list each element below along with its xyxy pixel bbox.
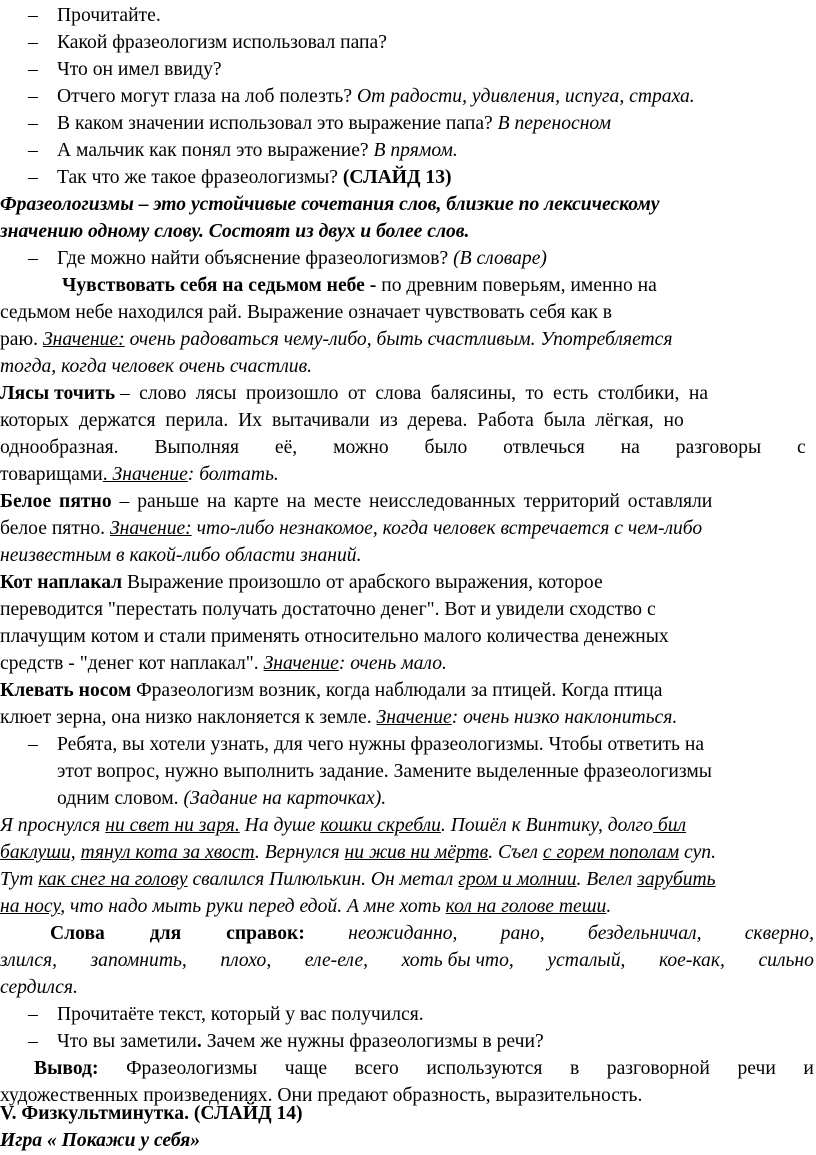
idiom-text: Выражение произошло от арабского выражения, которое [122,572,603,593]
reference-word: сердился. [0,977,78,998]
idiom-term: Лясы точить [0,383,116,404]
bullet-dash: – [28,248,38,269]
highlighted-idiom: гром и молнии [458,869,577,890]
highlighted-idiom: на носу [0,896,61,917]
idiom-line: однообразная. Выполняя её, можно было отвлечься на разговоры с [0,437,806,458]
story-text: Я проснулся [0,815,106,836]
highlighted-idiom: кошки скребли [320,815,441,836]
question-text: Так что же такое фразеологизмы? [57,167,343,188]
answer-text: От радости, удивления, испуга, страха. [356,86,695,107]
definition-line: Фразеологизмы – это устойчивые сочетания слов, близкие по лексическому [0,194,660,215]
reference-word: плохо, [220,950,272,971]
task-text: Ребята, вы хотели узнать, для чего нужны фразеологизмы. Чтобы ответить на [57,734,705,755]
idiom-term: Клевать носом [0,680,132,701]
slide-label: (СЛАЙД 13) [342,167,452,188]
story-text: . Вернулся [254,842,345,863]
bullet-dash: – [28,113,38,134]
idiom-line [0,490,712,516]
question-text: В каком значении использовал это выражение папа? [57,113,498,134]
conclusion-word: и [803,1058,814,1079]
question-text: Что он имел ввиду? [57,59,222,80]
highlighted-idiom: с горем пополам [542,842,680,863]
conclusion-word: всего [354,1058,399,1079]
meaning-text: : болтать. [187,464,279,485]
meaning-label: Значение [112,464,188,485]
idiom-line [0,706,677,732]
conclusion-word: используются [426,1058,543,1079]
idiom-text: раю. [0,329,43,350]
highlighted-idiom: баклуши, [0,842,76,863]
question-text: Где можно найти объяснение фразеологизмов? [57,248,454,269]
meaning-text: неизвестным в какой-либо области знаний. [0,545,362,566]
meaning-text: очень радоваться чему-либо, быть счастливым. Употребляется [124,329,673,350]
idiom-line [0,463,279,489]
reference-line [0,949,814,975]
conclusion-word: разговорной [606,1058,710,1079]
idiom-line [0,517,702,543]
bullet-dash: – [28,32,38,53]
reference-line [50,922,814,948]
highlighted-idiom: тянул кота за хвост [80,842,255,863]
idiom-text: клюет зерна, она низко наклоняется к земле. [0,707,377,728]
bullet-dash: – [28,5,38,26]
idiom-line: плачущим котом и стали применять относительно малого количества денежных [0,626,669,647]
story-text: Тут [0,869,39,890]
story-text: . Велел [576,869,638,890]
reference-word: хоть бы что, [401,950,514,971]
conclusion-label: Вывод: [34,1058,99,1079]
meaning-label: Значение [376,707,452,728]
task-note: (Задание на карточках). [183,788,387,809]
idiom-line [0,382,814,408]
idiom-text: по древним поверьям, именно на [376,275,657,296]
highlighted-idiom: как снег на голову [38,869,188,890]
idiom-text: товарищами [0,464,103,485]
bullet-dash: – [28,1031,38,1052]
idiom-text: – раньше на карте на месте неисследованных территорий оставляли [119,491,713,512]
conclusion-word: в [569,1058,580,1079]
bullet-dash: – [28,86,38,107]
highlighted-idiom: зарубить [637,869,716,890]
story-text: , что надо мыть руки перед едой. А мне хоть [60,896,446,917]
bullet-dash: – [28,1004,38,1025]
bullet-dash: – [28,167,38,188]
reference-word: кое-как, [658,950,725,971]
question-text: Что вы заметили [57,1031,197,1052]
idiom-text: Фразеологизм возник, когда наблюдали за птицей. Когда птица [131,680,663,701]
story-text: свалился Пилюлькин. Он метал [187,869,459,890]
question-text: . [196,1031,202,1052]
section-title: V. Физкультминутка. (СЛАЙД 14) [0,1103,303,1124]
bullet-dash: – [28,59,38,80]
bullet-dash: – [28,734,38,755]
reference-word: усталый, [547,950,626,971]
reference-word: еле-еле, [304,950,369,971]
idiom-line: которых держатся перила. Их вытачивали из дерева. Работа была лёгкая, но [0,410,684,431]
highlighted-idiom: ни жив ни мёртв [344,842,489,863]
question-text: Прочитайте. [57,5,161,26]
story-text: . Пошёл к Винтику, долго [440,815,653,836]
conclusion-word: чаще [284,1058,328,1079]
question-text: Отчего могут глаза на лоб полезть? [57,86,357,107]
idiom-text: средств - "денег кот наплакал". [0,653,264,674]
task-text: одним словом. [57,788,184,809]
story-line [0,841,716,867]
meaning-label: Значение: [42,329,125,350]
story-text: . [606,896,612,917]
idiom-line: седьмом небе находился рай. Выражение означает чувствовать себя как в [0,302,613,323]
idiom-line [62,274,657,300]
task-text: этот вопрос, нужно выполнить задание. Замените выделенные фразеологизмы [57,761,712,782]
question-text: А мальчик как понял это выражение? [57,140,374,161]
idiom-line [0,571,603,597]
story-line [0,814,686,840]
conclusion-word: Фразеологизмы [126,1058,258,1079]
question-text: Какой фразеологизм использовал папа? [57,32,387,53]
question-text: Зачем же нужны фразеологизмы в речи? [201,1031,544,1052]
story-text: суп. [679,842,716,863]
conclusion-word: речи [737,1058,776,1079]
idiom-text: белое пятно. [0,518,110,539]
game-title: Игра « Покажи у себя» [0,1130,201,1151]
idiom-text: – слово лясы произошло от слова балясины, то есть столбики, на [119,383,709,404]
task-text [57,787,386,813]
meaning-text: тогда, когда человек очень счастлив. [0,356,313,377]
answer-text: (В словаре) [453,248,547,269]
story-line [0,895,611,921]
bullet-dash: – [28,140,38,161]
idiom-line: переводится "перестать получать достаточно денег". Вот и увидели сходство с [0,599,656,620]
reference-word: неожиданно, [348,923,458,944]
reference-word: сильно [758,950,814,971]
story-text: На душе [239,815,321,836]
idiom-line [0,679,662,705]
meaning-label: Значение [263,653,339,674]
story-line [0,868,716,894]
meaning-label: Значение: [109,518,192,539]
answer-text: В переносном [497,113,611,134]
meaning-text: : очень мало. [338,653,447,674]
highlighted-idiom: ни свет ни заря. [105,815,240,836]
reference-word: злился, [0,950,57,971]
meaning-text: что-либо незнакомое, когда человек встречается с чем-либо [191,518,703,539]
highlighted-idiom: бил [652,815,687,836]
idiom-line [0,328,672,354]
reference-label: Слова для справок: [50,923,305,944]
answer-text: В прямом. [373,140,458,161]
reference-word: бездельничал, [587,923,702,944]
idiom-text: . [102,464,113,485]
idiom-term: Кот наплакал [0,572,123,593]
conclusion-line [34,1057,814,1083]
highlighted-idiom: кол на голове теши [445,896,607,917]
reference-word: рано, [500,923,545,944]
idiom-line [0,652,447,678]
conclusion-line: художественных произведениях. Они предают образность, выразительность. [0,1085,643,1106]
meaning-text: : очень низко наклониться. [451,707,678,728]
idiom-term: Чувствовать себя на седьмом небе - [62,275,377,296]
idiom-term: Белое пятно [0,491,112,512]
definition-line: значению одному слову. Состоят из двух и более слов. [0,221,470,242]
reference-word: запомнить, [90,950,187,971]
story-text: . Съел [488,842,543,863]
question-text: Прочитаёте текст, который у вас получился. [57,1004,424,1025]
reference-word: скверно, [744,923,814,944]
